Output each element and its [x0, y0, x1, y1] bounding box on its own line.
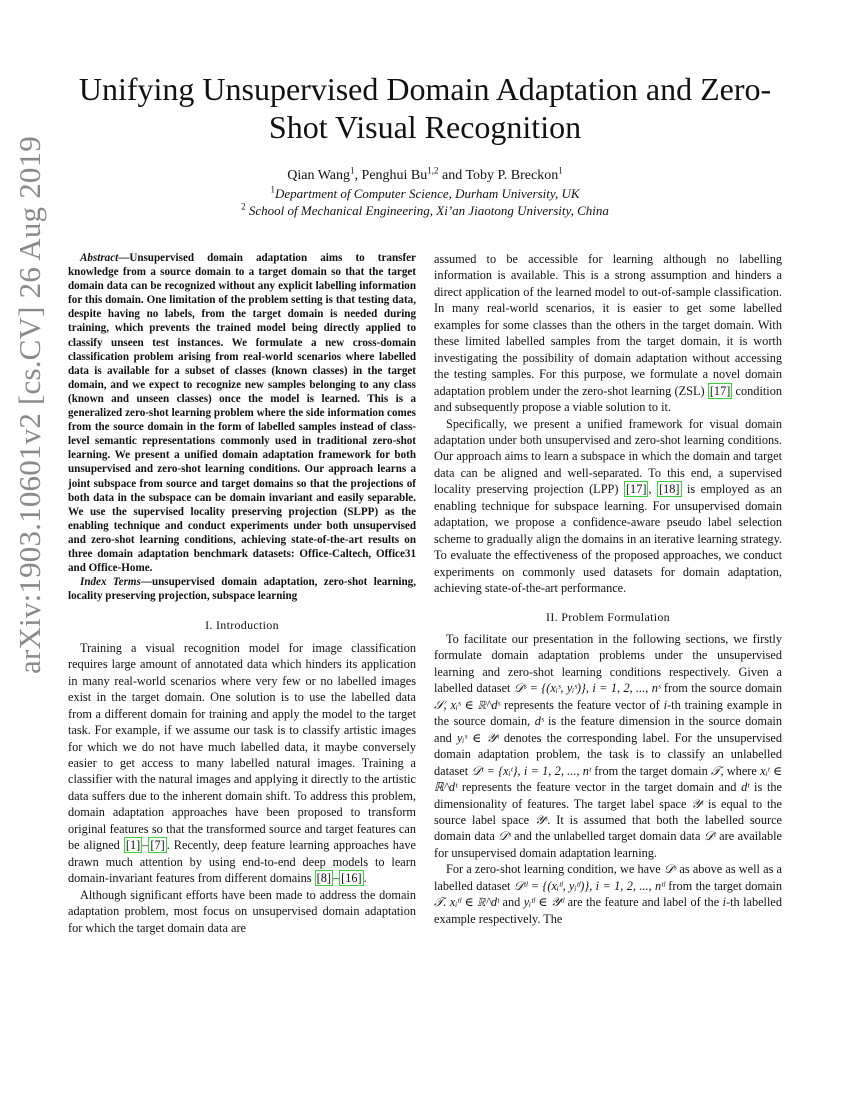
author-sep: ,	[354, 168, 362, 183]
author-2: Penghui Bu	[361, 168, 428, 183]
math-inline: yᵢᵗˡ ∈ 𝒴ᵗˡ	[523, 895, 565, 910]
author-1: Qian Wang	[287, 168, 351, 183]
math-inline: 𝒯. xᵢᵗˡ ∈ ℝ^dᵗ	[434, 895, 500, 910]
author-sep: and	[438, 168, 466, 183]
text: from the target domain	[664, 878, 783, 893]
math-inline: 𝒟ᵗ	[703, 829, 716, 844]
affiliation-1	[0, 185, 850, 202]
citation-link[interactable]: [8]	[316, 871, 331, 886]
math-inline: i	[663, 697, 668, 712]
math-inline: i	[722, 895, 726, 910]
intro-p1-text: . Recently, deep feature learning approaches have drawn much attention by using end-to-end deep models to learn domain-invariant features from different domains	[68, 838, 416, 886]
abstract-text: —Unsupervised domain adaptation aims to transfer knowledge from a source domain to a target domain so that the target domain data can be recognized without any explicit labelling information for this domain. One limitation of the problem setting is that testing data, despite having no labels, from the target domain is needed during training, which prevents the trained model being directly applied to classify unseen test instances. We formulate a new cross-domain classification problem arising from real-world scenarios where labelled data is available for a subset of classes (known classes) in the target domain, and we expect to recognize new samples belonging to any class (known and unseen classes) once the model is learned. This is a generalized zero-shot learning problem where the side information comes from the source domain in the form of labelled samples instead of class-level semantic representations commonly used in traditional zero-shot learning. We present a unified domain adaptation framework for both unsupervised and zero-shot learning conditions. Our approach learns a joint subspace from source and target domains so that the projections of both data in the subspace can be domain invariant and easily separable. We use the supervised locality preserving projection (SLPP) as the enabling technique and conduct experiments under both unsupervised and zero-shot learning conditions, achieving state-of-the-art results on three domain adaptation benchmark datasets: Office-Caltech, Office31 and Office-Home.	[68, 252, 416, 575]
intro-p4-text: Specifically, we present a unified framework for visual domain adaptation under both unsupervised and zero-shot learning conditions. Our approach aims to learn a subspace in which the domain and target data can be aligned and well-separated. To this end, a supervised locality preserving projection (LPP)	[434, 416, 782, 497]
author-block	[0, 166, 850, 219]
index-terms-text: —unsupervised domain adaptation, zero-shot learning, locality preserving projection, subspace learning	[68, 576, 416, 603]
text: -th labelled example respectively. The	[434, 895, 782, 926]
index-terms-label: Index Terms	[80, 576, 141, 589]
citation-link[interactable]: [1]	[125, 838, 141, 853]
intro-p1-text: .	[363, 871, 367, 886]
intro-paragraph-3	[434, 251, 782, 416]
author-1-sup: 1	[350, 165, 355, 176]
affiliation-2-sup: 2	[241, 201, 246, 212]
intro-p3-text: assumed to be accessible for learning although no labelling information is available. This is a strong assumption and hinders a direct application of the learned model to out-of-sample classification. In many real-world scenarios, it is easier to get some labelled examples for some classes than the others in the target domain. With these limited labelled samples from the target domain, it is worth investigating the possibility of domain adaptation without accessing the testing samples. For this purpose, we formulate a novel domain adaptation problem under the zero-shot learning (ZSL)	[434, 252, 782, 398]
arxiv-id-text: arXiv:1903.10601v2 [cs.CV] 26 Aug 2019	[12, 135, 47, 675]
index-terms	[68, 575, 416, 603]
affiliation-2-text: School of Mechanical Engineering, Xi’an Jiaotong University, China	[245, 203, 609, 218]
comma: ,	[648, 482, 658, 497]
right-column	[434, 251, 782, 927]
text: are the feature and label of the	[564, 895, 723, 910]
citation-link[interactable]: [18]	[659, 482, 680, 497]
math-inline: 𝒟ᵗˡ = {(xᵢᵗˡ, yᵢᵗˡ)}, i = 1, 2, ..., nᵗˡ	[513, 878, 665, 893]
intro-paragraph-1	[68, 640, 416, 887]
text: is the dimensionality of features. The target label space	[434, 780, 782, 811]
math-inline: dᵗ	[741, 780, 750, 795]
affiliation-2	[0, 202, 850, 219]
intro-p3-text: condition and subsequently propose a viable solution to it.	[434, 383, 782, 415]
dash: –	[142, 838, 149, 853]
affiliation-1-text: Department of Computer Science, Durham University, UK	[275, 186, 580, 201]
math-inline: 𝒟ˢ	[498, 829, 511, 844]
text: denotes the corresponding label. For the unsupervised domain adaptation problem, the task is to classify an unlabelled dataset	[434, 730, 782, 778]
math-inline: 𝒴ˢ	[535, 812, 548, 827]
math-inline: 𝒴ᵗ	[691, 796, 704, 811]
author-3-sup: 1	[558, 165, 563, 176]
section-heading-problem-formulation: II. Problem Formulation	[546, 609, 670, 624]
citation-link[interactable]: [17]	[625, 482, 647, 497]
citation-link[interactable]: [17]	[709, 383, 731, 398]
text: -th training example in the source domain,	[434, 697, 782, 729]
author-line	[0, 166, 850, 185]
text: is the feature dimension in the source domain and	[434, 714, 782, 745]
section-heading-introduction: I. Introduction	[205, 618, 279, 633]
citation-link[interactable]: [16]	[341, 871, 362, 886]
text: represents the feature vector in the target domain and	[457, 780, 742, 795]
math-inline: yᵢˢ ∈ 𝒴ˢ	[456, 730, 499, 745]
math-inline: 𝒟ˢ	[663, 862, 677, 877]
text: . It is assumed that both the labelled source domain data	[434, 812, 782, 844]
text: as above as well as a labelled dataset	[434, 862, 782, 893]
math-inline: dˢ	[534, 714, 544, 729]
left-column	[68, 251, 416, 936]
text: from the target domain	[590, 763, 712, 778]
text: To facilitate our presentation in the following sections, we firstly formulate domain adaptation problems under the unsupervised learning and zero-shot learning conditions respectively. Given a labelled dataset	[434, 631, 782, 696]
text: and the unlabelled target domain data	[510, 829, 704, 844]
text: represents the feature vector of	[500, 697, 664, 712]
intro-paragraph-4	[434, 416, 782, 597]
text: and	[499, 895, 524, 910]
author-2-sup: 1,2	[427, 165, 439, 176]
math-inline: 𝒟ˢ = {(xᵢˢ, yᵢˢ)}, i = 1, 2, ..., nˢ	[513, 681, 661, 696]
citation-link[interactable]: [7]	[150, 838, 165, 853]
paper-title: Unifying Unsupervised Domain Adaptation and Zero-Shot Visual Recognition	[78, 71, 772, 145]
affiliation-1-sup: 1	[270, 184, 275, 195]
intro-p1-text: Training a visual recognition model for image classification requires large amount of annotated data which hinders its application in many real-world scenarios where very few or no labelled images exist in the target domain. One solution is to use the labelled data from a different domain for training and apply the model to the target task. For example, if we assume our task is to classify artistic images for which we do not have much labelled data, it maybe conversely easier to get access to many labelled natural images. Training a classifier with the natural images and applying it directly to the artistic data suffers due to the inherent domain shift. To address this problem, domain adaptation approaches have been proposed to transform original features so that the transformed source and target features can be aligned	[68, 640, 416, 853]
text: For a zero-shot learning condition, we have	[446, 862, 664, 877]
math-inline: 𝒯	[711, 763, 721, 778]
dash: –	[333, 871, 340, 886]
math-inline: 𝒮, xᵢˢ ∈ ℝ^dˢ	[434, 697, 501, 712]
formulation-paragraph-2	[434, 861, 782, 927]
text: is equal to the source label space	[434, 796, 782, 827]
abstract-label: Abstract	[80, 252, 119, 264]
formulation-paragraph-1	[434, 631, 782, 861]
math-inline: xᵢᵗ ∈ ℝ^dᵗ	[434, 763, 783, 795]
intro-p4-text: is employed as an enabling technique for subspace learning. For unsupervised domain adaptation, we propose a confidence-aware pseudo label selection scheme to gradually align the domains in an iterative learning strategy. To evaluate the effectiveness of the proposed approaches, we conduct experiments on commonly used datasets for domain adaptation, achieving state-of-the-art performance.	[434, 482, 782, 596]
text: are available for unsupervised domain adaptation learning.	[434, 829, 783, 860]
author-3: Toby P. Breckon	[465, 168, 559, 183]
math-inline: 𝒟ᵗ = {xᵢᵗ}, i = 1, 2, ..., nᵗ	[471, 763, 591, 778]
abstract	[68, 251, 416, 575]
intro-paragraph-2: Although significant efforts have been made to address the domain adaptation problem, most focus on unsupervised domain adaptation for which the target domain data are	[68, 887, 416, 935]
text: from the source domain	[660, 681, 782, 696]
text: , where	[720, 763, 761, 778]
